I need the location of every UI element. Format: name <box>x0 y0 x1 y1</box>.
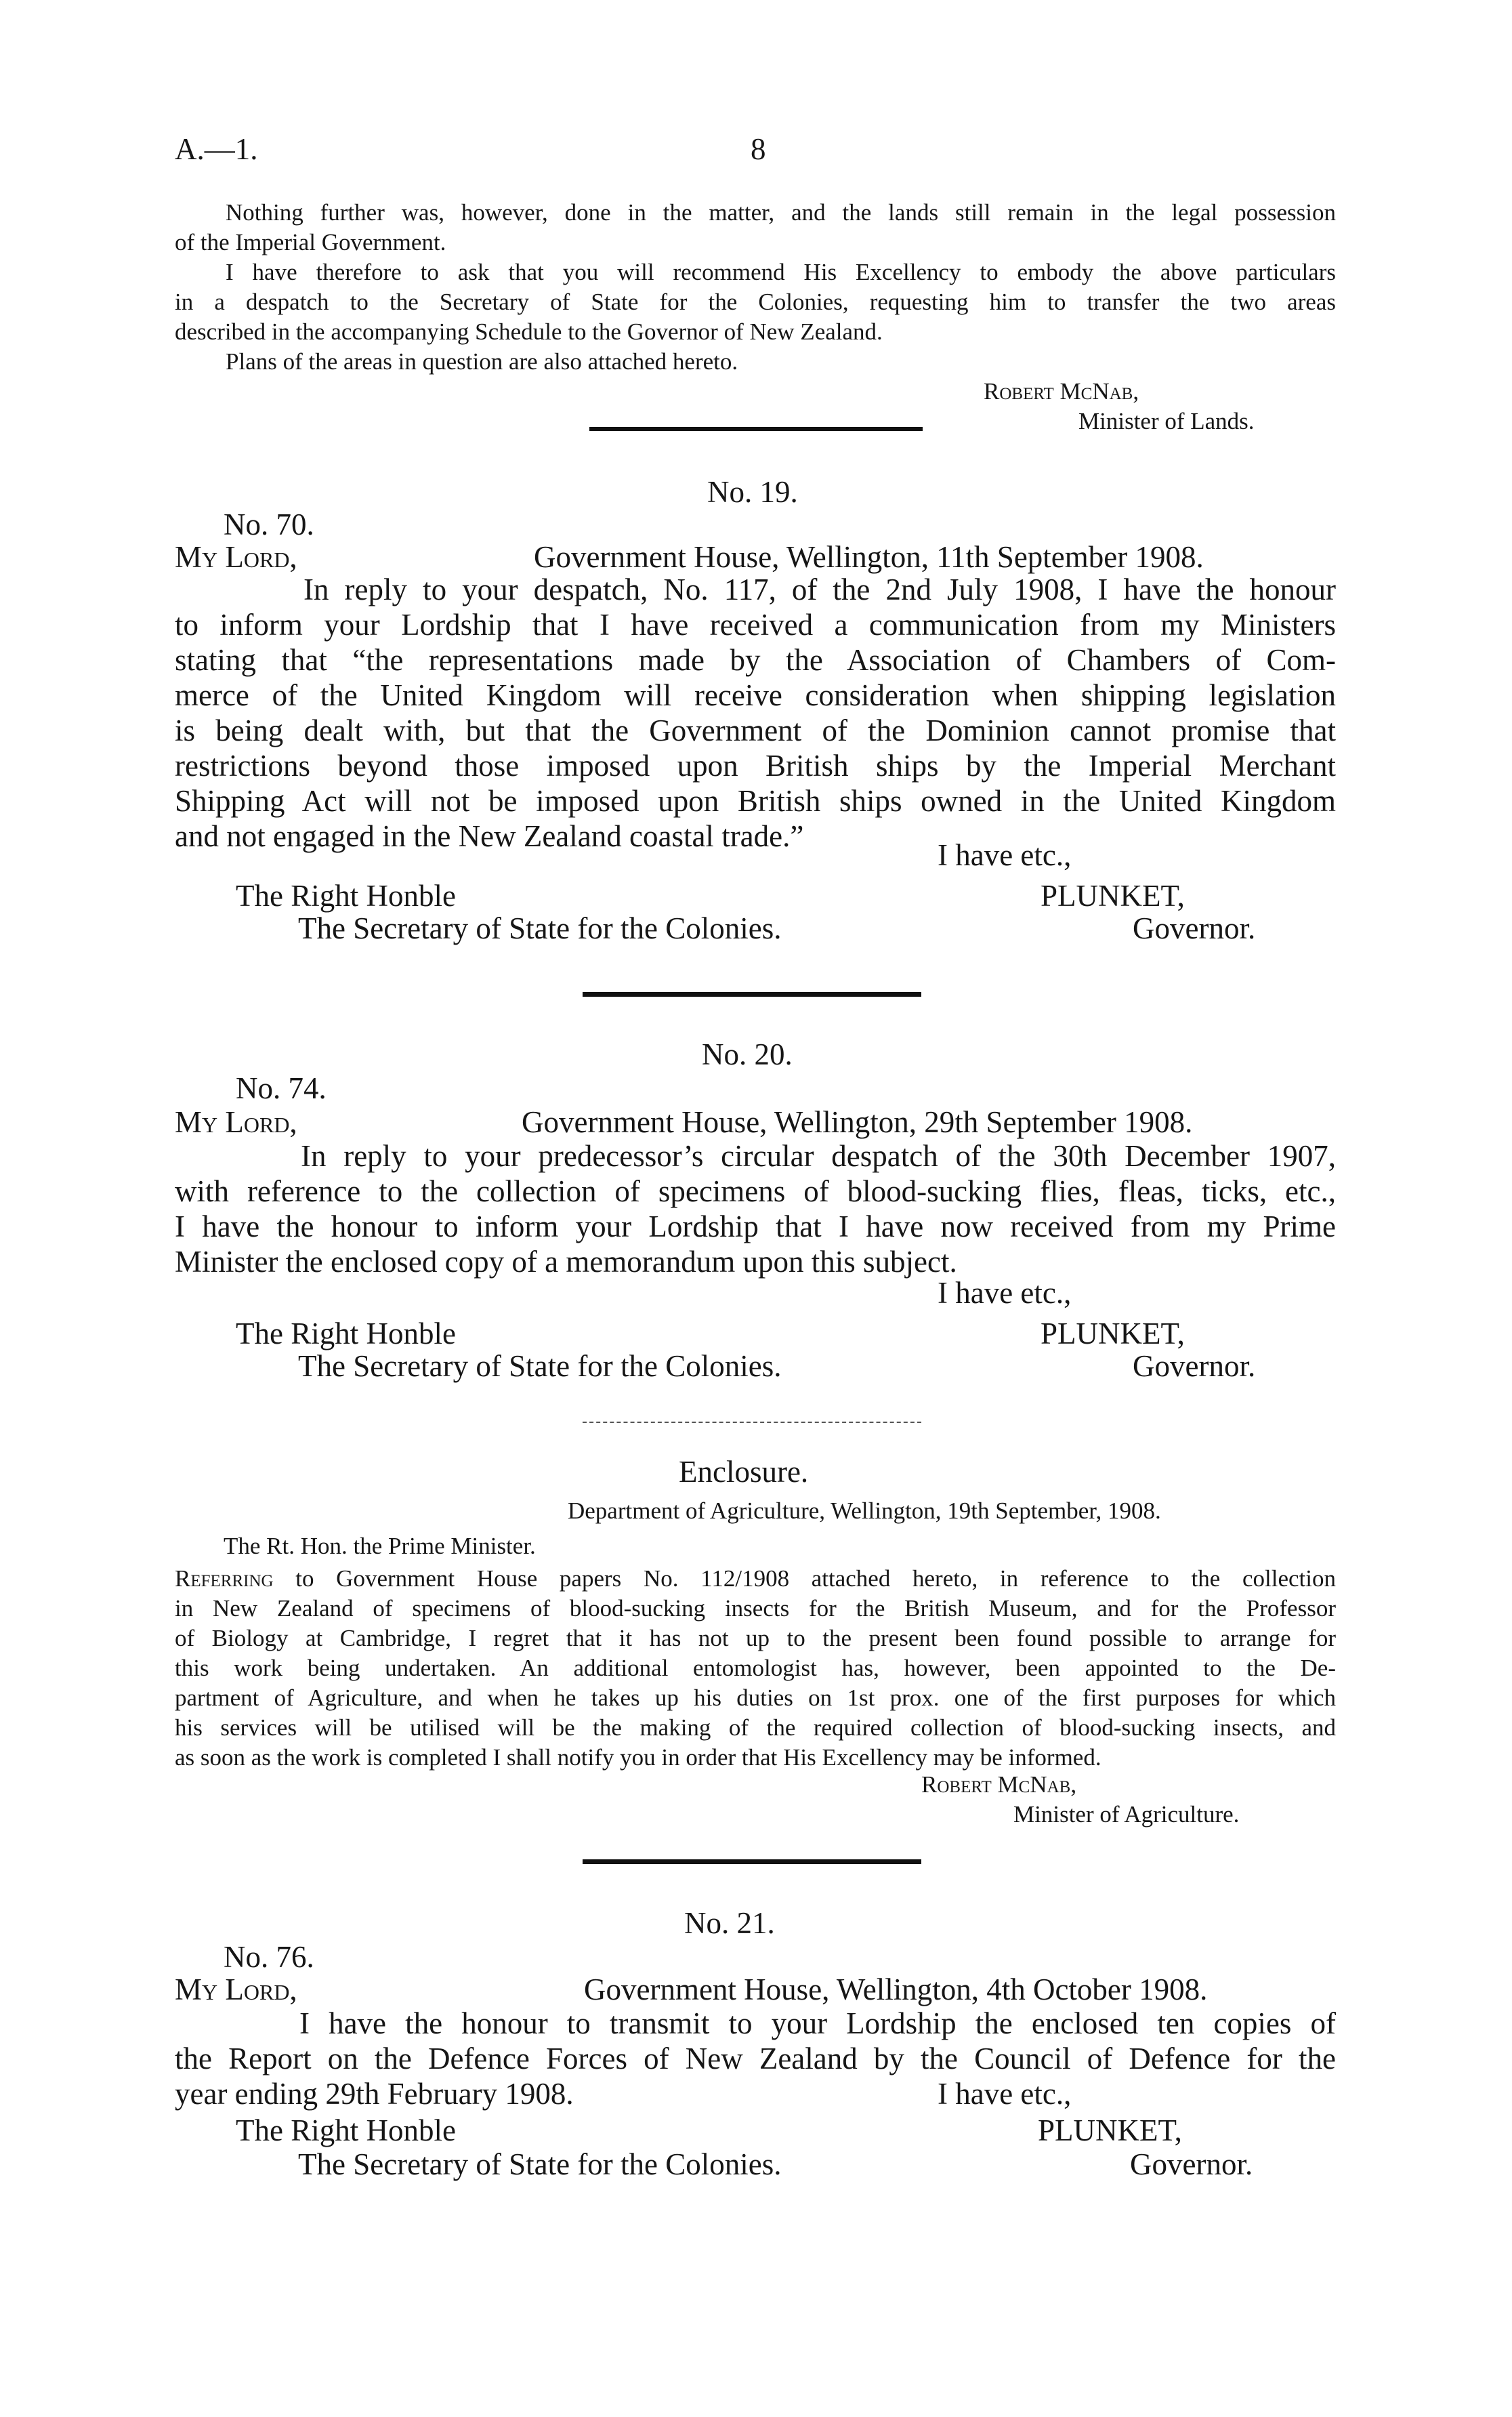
intro-line: of the Imperial Government. <box>175 229 446 255</box>
body-line: merce of the United Kingdom will receive consideration when shipping legislation <box>175 678 1336 712</box>
despatch-21-heading: No. 21. <box>684 1906 775 1940</box>
section-divider <box>583 992 921 997</box>
enclosure-address: Department of Agriculture, Wellington, 19th September, 1908. <box>568 1497 1161 1524</box>
despatch-21-signature: PLUNKET, <box>1038 2113 1182 2147</box>
enclosure-heading: Enclosure. <box>679 1455 809 1489</box>
despatch-21-addressee-2: The Secretary of State for the Colonies. <box>298 2147 782 2181</box>
body-line: of Biology at Cambridge, I regret that it has not up to the present been found possible to arrange for <box>175 1625 1336 1651</box>
body-line: his services will be utilised will be the making of the required collection of blood-sucking insects, and <box>175 1714 1336 1741</box>
body-line: In reply to your predecessor’s circular despatch of the 30th December 1907, <box>301 1139 1336 1173</box>
body-line: to inform your Lordship that I have received a communication from my Ministers <box>175 608 1336 642</box>
body-line: is being dealt with, but that the Government of the Dominion cannot promise that <box>175 714 1336 747</box>
despatch-19-signature-title: Governor. <box>1133 911 1256 945</box>
despatch-20-addressee-2: The Secretary of State for the Colonies. <box>298 1349 782 1383</box>
despatch-20-address: Government House, Wellington, 29th September 1908. <box>522 1105 1193 1139</box>
despatch-20-signature-title: Governor. <box>1133 1349 1256 1383</box>
despatch-21-address: Government House, Wellington, 4th October 1908. <box>584 1972 1208 2006</box>
despatch-19-body <box>175 553 1336 854</box>
intro-paragraph-3: Plans of the areas in question are also attached hereto. <box>226 348 738 375</box>
despatch-21-closing: I have etc., <box>938 2077 1072 2111</box>
despatch-21-signature-title: Governor. <box>1130 2147 1253 2181</box>
despatch-21-ref: No. 76. <box>224 1940 314 1974</box>
body-line: In reply to your despatch, No. 117, of the 2nd July 1908, I have the honour <box>303 573 1336 606</box>
despatch-19-closing: I have etc., <box>938 838 1072 872</box>
enclosure-body <box>175 1564 1336 1773</box>
despatch-20-heading: No. 20. <box>702 1037 793 1071</box>
despatch-19-signature: PLUNKET, <box>1041 879 1185 913</box>
despatch-19-heading: No. 19. <box>707 475 798 509</box>
despatch-19-addressee-1: The Right Honble <box>236 879 456 913</box>
page-number: 8 <box>751 132 766 166</box>
enclosure-lead-word: Referring <box>175 1565 274 1592</box>
document-reference: A.—1. <box>175 132 258 166</box>
intro-line: described in the accompanying Schedule to the Governor of New Zealand. <box>175 318 883 345</box>
intro-line: Nothing further was, however, done in the matter, and the lands still remain in the legal possession <box>226 199 1336 226</box>
despatch-20-ref: No. 74. <box>236 1071 327 1105</box>
body-line: this work being undertaken. An additional entomologist has, however, been appointed to the De- <box>175 1655 1336 1681</box>
despatch-21-salutation: My Lord, <box>175 1972 297 2006</box>
body-line: in New Zealand of specimens of blood-sucking insects for the British Museum, and for the Professor <box>175 1595 1336 1621</box>
section-divider <box>583 1859 921 1864</box>
despatch-20-signature: PLUNKET, <box>1041 1317 1185 1350</box>
despatch-19-address: Government House, Wellington, 11th September 1908. <box>534 540 1204 574</box>
enclosure-signature-title: Minister of Agriculture. <box>1013 1801 1240 1827</box>
body-line: partment of Agriculture, and when he takes up his duties on 1st prox. one of the first purposes for which <box>175 1685 1336 1711</box>
despatch-20-body <box>175 1138 1336 1279</box>
body-line: I have the honour to inform your Lordship that I have now received from my Prime <box>175 1210 1336 1243</box>
enclosure-divider <box>583 1422 921 1423</box>
despatch-19-salutation: My Lord, <box>175 540 297 574</box>
despatch-19-ref: No. 70. <box>224 508 314 541</box>
section-divider <box>589 427 923 431</box>
intro-signature-name: Robert McNab, <box>984 378 1139 405</box>
intro-paragraph-2 <box>175 257 1336 347</box>
body-line: as soon as the work is completed I shall notify you in order that His Excellency may be informed. <box>175 1744 1101 1771</box>
intro-line: in a despatch to the Secretary of State for the Colonies, requesting him to transfer the two areas <box>175 289 1336 315</box>
enclosure-first-line: to Government House papers No. 112/1908 attached hereto, in reference to the collection <box>273 1565 1336 1592</box>
body-line: and not engaged in the New Zealand coastal trade.” <box>175 819 804 853</box>
body-line: the Report on the Defence Forces of New Zealand by the Council of Defence for the <box>175 2042 1336 2075</box>
enclosure-addressee: The Rt. Hon. the Prime Minister. <box>224 1533 536 1559</box>
despatch-19-addressee-2: The Secretary of State for the Colonies. <box>298 911 782 945</box>
body-line: with reference to the collection of specimens of blood-sucking flies, fleas, ticks, etc., <box>175 1174 1336 1208</box>
despatch-21-body-last: year ending 29th February 1908. <box>175 2077 574 2111</box>
body-line: stating that “the representations made by the Association of Chambers of Com- <box>175 643 1336 677</box>
body-line: I have the honour to transmit to your Lordship the enclosed ten copies of <box>299 2006 1336 2040</box>
despatch-20-closing: I have etc., <box>938 1276 1072 1310</box>
despatch-21-body <box>175 2006 1336 2076</box>
intro-line: I have therefore to ask that you will recommend His Excellency to embody the above particulars <box>226 259 1336 285</box>
body-line: Shipping Act will not be imposed upon British ships owned in the United Kingdom <box>175 784 1336 818</box>
body-line: restrictions beyond those imposed upon British ships by the Imperial Merchant <box>175 749 1336 783</box>
despatch-20-salutation: My Lord, <box>175 1105 297 1139</box>
despatch-21-addressee-1: The Right Honble <box>236 2113 456 2147</box>
intro-paragraph-1 <box>175 198 1336 257</box>
body-line <box>175 1564 1336 1594</box>
intro-signature-title: Minister of Lands. <box>1078 408 1255 434</box>
body-line: Minister the enclosed copy of a memorandum upon this subject. <box>175 1245 957 1279</box>
despatch-20-addressee-1: The Right Honble <box>236 1317 456 1350</box>
enclosure-signature-name: Robert McNab, <box>921 1771 1077 1798</box>
